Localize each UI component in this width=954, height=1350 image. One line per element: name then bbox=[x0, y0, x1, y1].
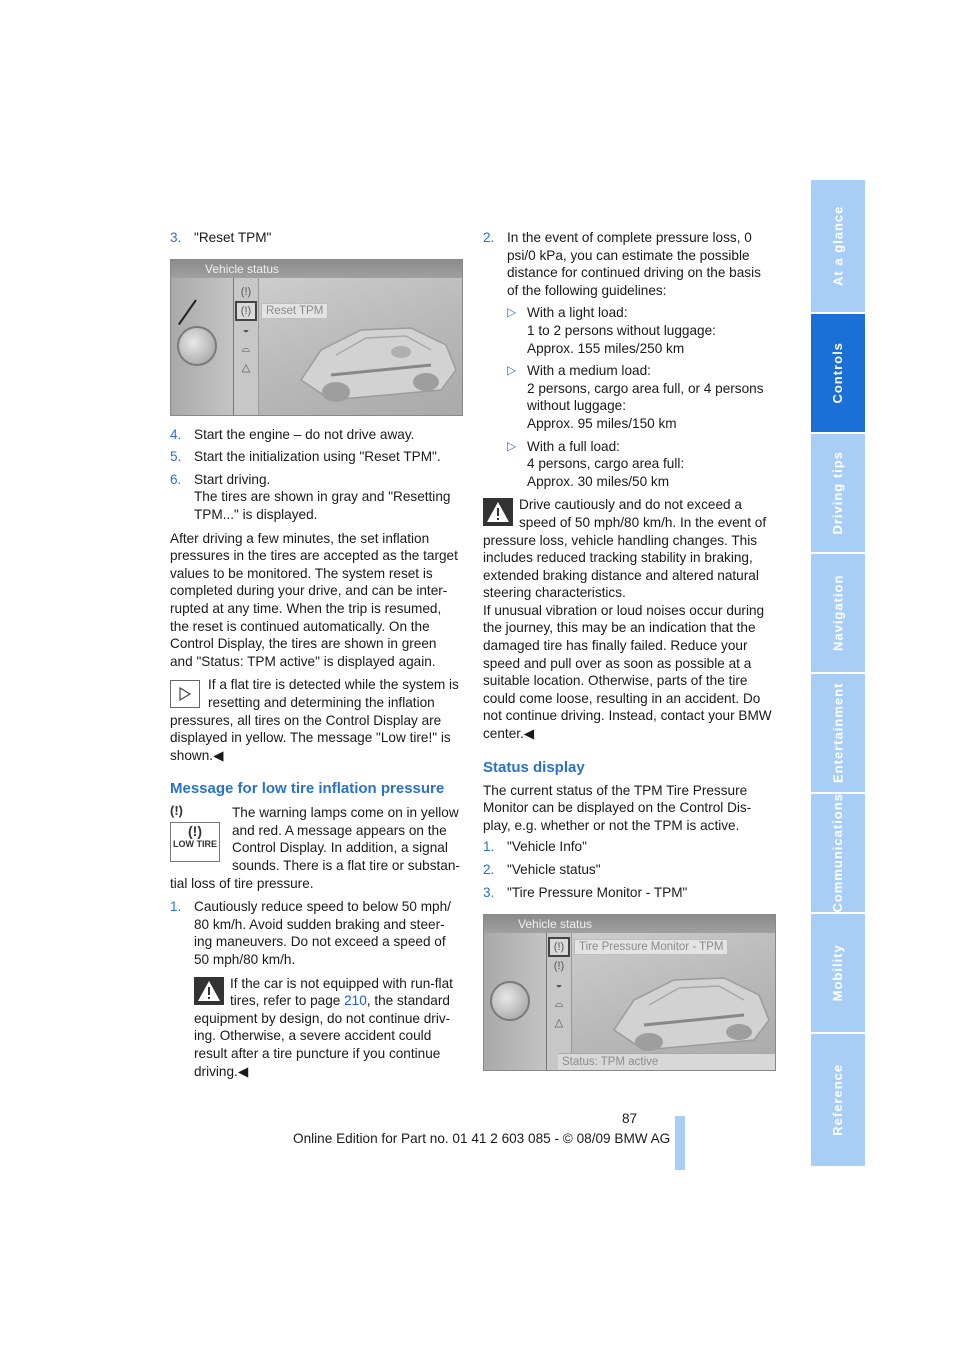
status-step-2 bbox=[483, 861, 775, 879]
tab-navigation[interactable] bbox=[811, 554, 865, 672]
car-illustration-icon bbox=[291, 300, 461, 410]
status-steps bbox=[483, 838, 775, 901]
step-number: 6. bbox=[170, 471, 182, 487]
note-text: If a flat tire is detected while the system is resetting and determining the inflation pressures, all tires on the Control Display are displayed in yellow. The message "Low tire!" is shown.◀ bbox=[170, 677, 459, 763]
footer-edition-text: Online Edition for Part no. 01 41 2 603 085 - © 08/09 BMW AG bbox=[293, 1131, 671, 1146]
reset-paragraph: After driving a few minutes, the set inflation pressures in the tires are accepted as the target values to be monitored. The system reset is completed during your drive, and can be inter-rupted at any time. When the trip is resumed, the reset is continued automatically. On the Control Display, the tires are shown in green and "Status: TPM active" is displayed again. bbox=[170, 530, 458, 669]
footer-accent-bar bbox=[675, 1116, 685, 1170]
menu-item-reset-tpm: Reset TPM bbox=[261, 303, 328, 319]
step-text: "Vehicle Info" bbox=[507, 839, 587, 855]
page-link-210[interactable]: 210 bbox=[344, 993, 367, 1009]
tab-reference[interactable] bbox=[811, 1034, 865, 1166]
low-tire-text: The warning lamps come on in yellow and red. A message appears on the Control Display. In addition, a signal sounds. There is a flat tire or substan-tial loss of tire pressure. bbox=[170, 805, 460, 891]
tab-entertainment[interactable] bbox=[811, 674, 865, 792]
load-title: With a medium load: bbox=[527, 363, 651, 379]
page-number: 87 bbox=[622, 1111, 638, 1126]
note-flat-tire bbox=[170, 676, 462, 764]
tab-mobility[interactable] bbox=[811, 914, 865, 1032]
step-5 bbox=[170, 448, 462, 466]
low-tire-section bbox=[170, 804, 462, 892]
step-text: "Vehicle status" bbox=[507, 862, 601, 877]
step-text: Start driving. bbox=[194, 471, 271, 487]
step-number: 2. bbox=[483, 230, 495, 245]
load-distance: Approx. 95 miles/150 km bbox=[527, 415, 677, 431]
menu-item-tpm: Tire Pressure Monitor - TPM bbox=[574, 939, 728, 955]
load-detail: 1 to 2 persons without luggage: bbox=[527, 322, 716, 338]
warning-text-end: , the standard equipment by design, do not continue driv-ing. Otherwise, a severe accident could result after a tire puncture if you continue driving.◀ bbox=[194, 993, 451, 1079]
warning-text-start: If the car is not equipped with run-flat tires, refer to page bbox=[230, 975, 453, 1009]
step-3 bbox=[170, 229, 462, 247]
controller-knob-icon bbox=[177, 326, 217, 366]
step-4 bbox=[170, 426, 462, 444]
warning-text-b: If unusual vibration or loud noises occur during the journey, this may be an indication that the damaged tire has finally failed. Reduce your speed and pull over as soon as possible at a suitable location. Otherwise, parts of the tire could come loose, resulting in an accident. Do not continue driving. Instead, contact your BMW center.◀ bbox=[483, 602, 772, 742]
note-arrow-icon bbox=[170, 680, 200, 708]
tab-label: Mobility bbox=[830, 944, 846, 1002]
bullet-arrow-icon: ▷ bbox=[507, 438, 517, 453]
warning-text bbox=[194, 975, 462, 1081]
tab-controls[interactable] bbox=[811, 314, 865, 432]
tpm-status-line: Status: TPM active bbox=[558, 1053, 775, 1070]
tab-at-a-glance[interactable] bbox=[811, 180, 865, 312]
step-6 bbox=[170, 471, 462, 524]
left-column bbox=[170, 229, 462, 1080]
step-text: "Tire Pressure Monitor - TPM" bbox=[507, 884, 688, 900]
load-medium bbox=[507, 362, 775, 432]
load-light bbox=[507, 304, 775, 357]
screen-title: Vehicle status bbox=[171, 260, 462, 278]
load-title: With a full load: bbox=[527, 438, 620, 454]
tpm-alt-icon: (!) bbox=[553, 960, 565, 973]
low-tire-step-1 bbox=[170, 898, 462, 968]
car-illustration-icon bbox=[604, 955, 774, 1055]
step-number: 1. bbox=[483, 839, 495, 855]
vehicle-status-screen-2 bbox=[483, 914, 776, 1071]
tab-driving-tips[interactable] bbox=[811, 434, 865, 552]
status-paragraph: The current status of the TPM Tire Pressure Monitor can be displayed on the Control Dis-play, e.g. whether or not the TPM is active. bbox=[483, 782, 752, 833]
step-detail: The tires are shown in gray and "Resetting TPM..." is displayed. bbox=[194, 489, 451, 522]
screen-icon-column bbox=[546, 933, 572, 1070]
warning-drive-cautiously bbox=[483, 496, 775, 742]
step-number: 3. bbox=[170, 230, 182, 245]
vehicle-status-screen-1 bbox=[170, 259, 463, 416]
tab-label: Driving tips bbox=[830, 451, 846, 535]
step-number: 1. bbox=[170, 899, 182, 915]
controller-area bbox=[171, 278, 233, 415]
load-guidelines bbox=[483, 304, 775, 490]
load-distance: Approx. 155 miles/250 km bbox=[527, 340, 685, 356]
low-tire-warning-icon: (!) (!) LOW TIRE bbox=[170, 804, 222, 862]
tab-label: Communications bbox=[830, 793, 846, 913]
bullet-arrow-icon: ▷ bbox=[507, 363, 517, 378]
step-number: 2. bbox=[483, 862, 495, 877]
tab-label: Entertainment bbox=[830, 682, 846, 784]
tpm-reset-icon: (!) bbox=[237, 303, 255, 319]
step-2 bbox=[483, 229, 775, 299]
bullet-arrow-icon: ▷ bbox=[507, 305, 517, 320]
car-icon: ⌓ bbox=[554, 998, 564, 1011]
load-detail: 4 persons, cargo area full: bbox=[527, 456, 685, 472]
right-column bbox=[483, 229, 775, 1071]
warning-triangle-icon bbox=[194, 977, 224, 1005]
service-icon: ◒ bbox=[555, 979, 563, 992]
load-full bbox=[507, 438, 775, 491]
step-number: 5. bbox=[170, 449, 182, 465]
status-step-3 bbox=[483, 884, 775, 902]
warning-triangle-icon: △ bbox=[241, 361, 251, 374]
tab-label: Controls bbox=[830, 342, 846, 404]
step-number: 3. bbox=[483, 884, 495, 900]
step-text: Start the initialization using "Reset TPM". bbox=[194, 449, 441, 465]
heading-low-tire: Message for low tire inflation pressure bbox=[170, 780, 445, 798]
steps-4-6 bbox=[170, 426, 462, 524]
low-tire-label: LOW TIRE bbox=[173, 839, 217, 850]
warning-triangle-icon: △ bbox=[554, 1017, 564, 1030]
warning-triangle-icon bbox=[483, 498, 513, 526]
load-detail: 2 persons, cargo area full, or 4 persons without luggage: bbox=[527, 380, 764, 414]
step-text: Cautiously reduce speed to below 50 mph/ 80 km/h. Avoid sudden braking and steer-ing maneuvers. Do not exceed a speed of 50 mph/80 km/h. bbox=[194, 899, 451, 968]
car-icon: ⌓ bbox=[241, 342, 251, 355]
step-text: "Reset TPM" bbox=[194, 230, 272, 245]
warning-text-a: Drive cautiously and do not exceed a speed of 50 mph/80 km/h. In the event of pressure loss, vehicle handling changes. This includes reduced tracking stability in braking, extended braking distance and altered natural steering characteristics. bbox=[483, 497, 767, 601]
service-icon: ◒ bbox=[242, 323, 250, 336]
heading-status-display: Status display bbox=[483, 758, 585, 776]
tab-label: At a glance bbox=[830, 205, 846, 287]
screen-icon-column bbox=[233, 278, 259, 415]
step-number: 4. bbox=[170, 426, 182, 442]
warning-run-flat bbox=[194, 975, 462, 1081]
step-text: Start the engine – do not drive away. bbox=[194, 426, 415, 442]
step-text: In the event of complete pressure loss, 0 psi/0 kPa, you can estimate the possible distance for continued driving on the basis of the following guidelines: bbox=[507, 230, 761, 298]
controller-knob-icon bbox=[490, 981, 530, 1021]
controller-area bbox=[484, 933, 546, 1070]
status-step-1 bbox=[483, 838, 775, 856]
load-distance: Approx. 30 miles/50 km bbox=[527, 473, 670, 489]
load-title: With a light load: bbox=[527, 305, 628, 321]
tpm-warning-icon: (!) bbox=[240, 285, 252, 298]
screen-title: Vehicle status bbox=[484, 915, 775, 933]
tab-label: Navigation bbox=[830, 574, 846, 652]
tab-communications[interactable] bbox=[811, 794, 865, 912]
tpm-icon: (!) bbox=[550, 939, 568, 955]
tab-label: Reference bbox=[830, 1064, 846, 1136]
